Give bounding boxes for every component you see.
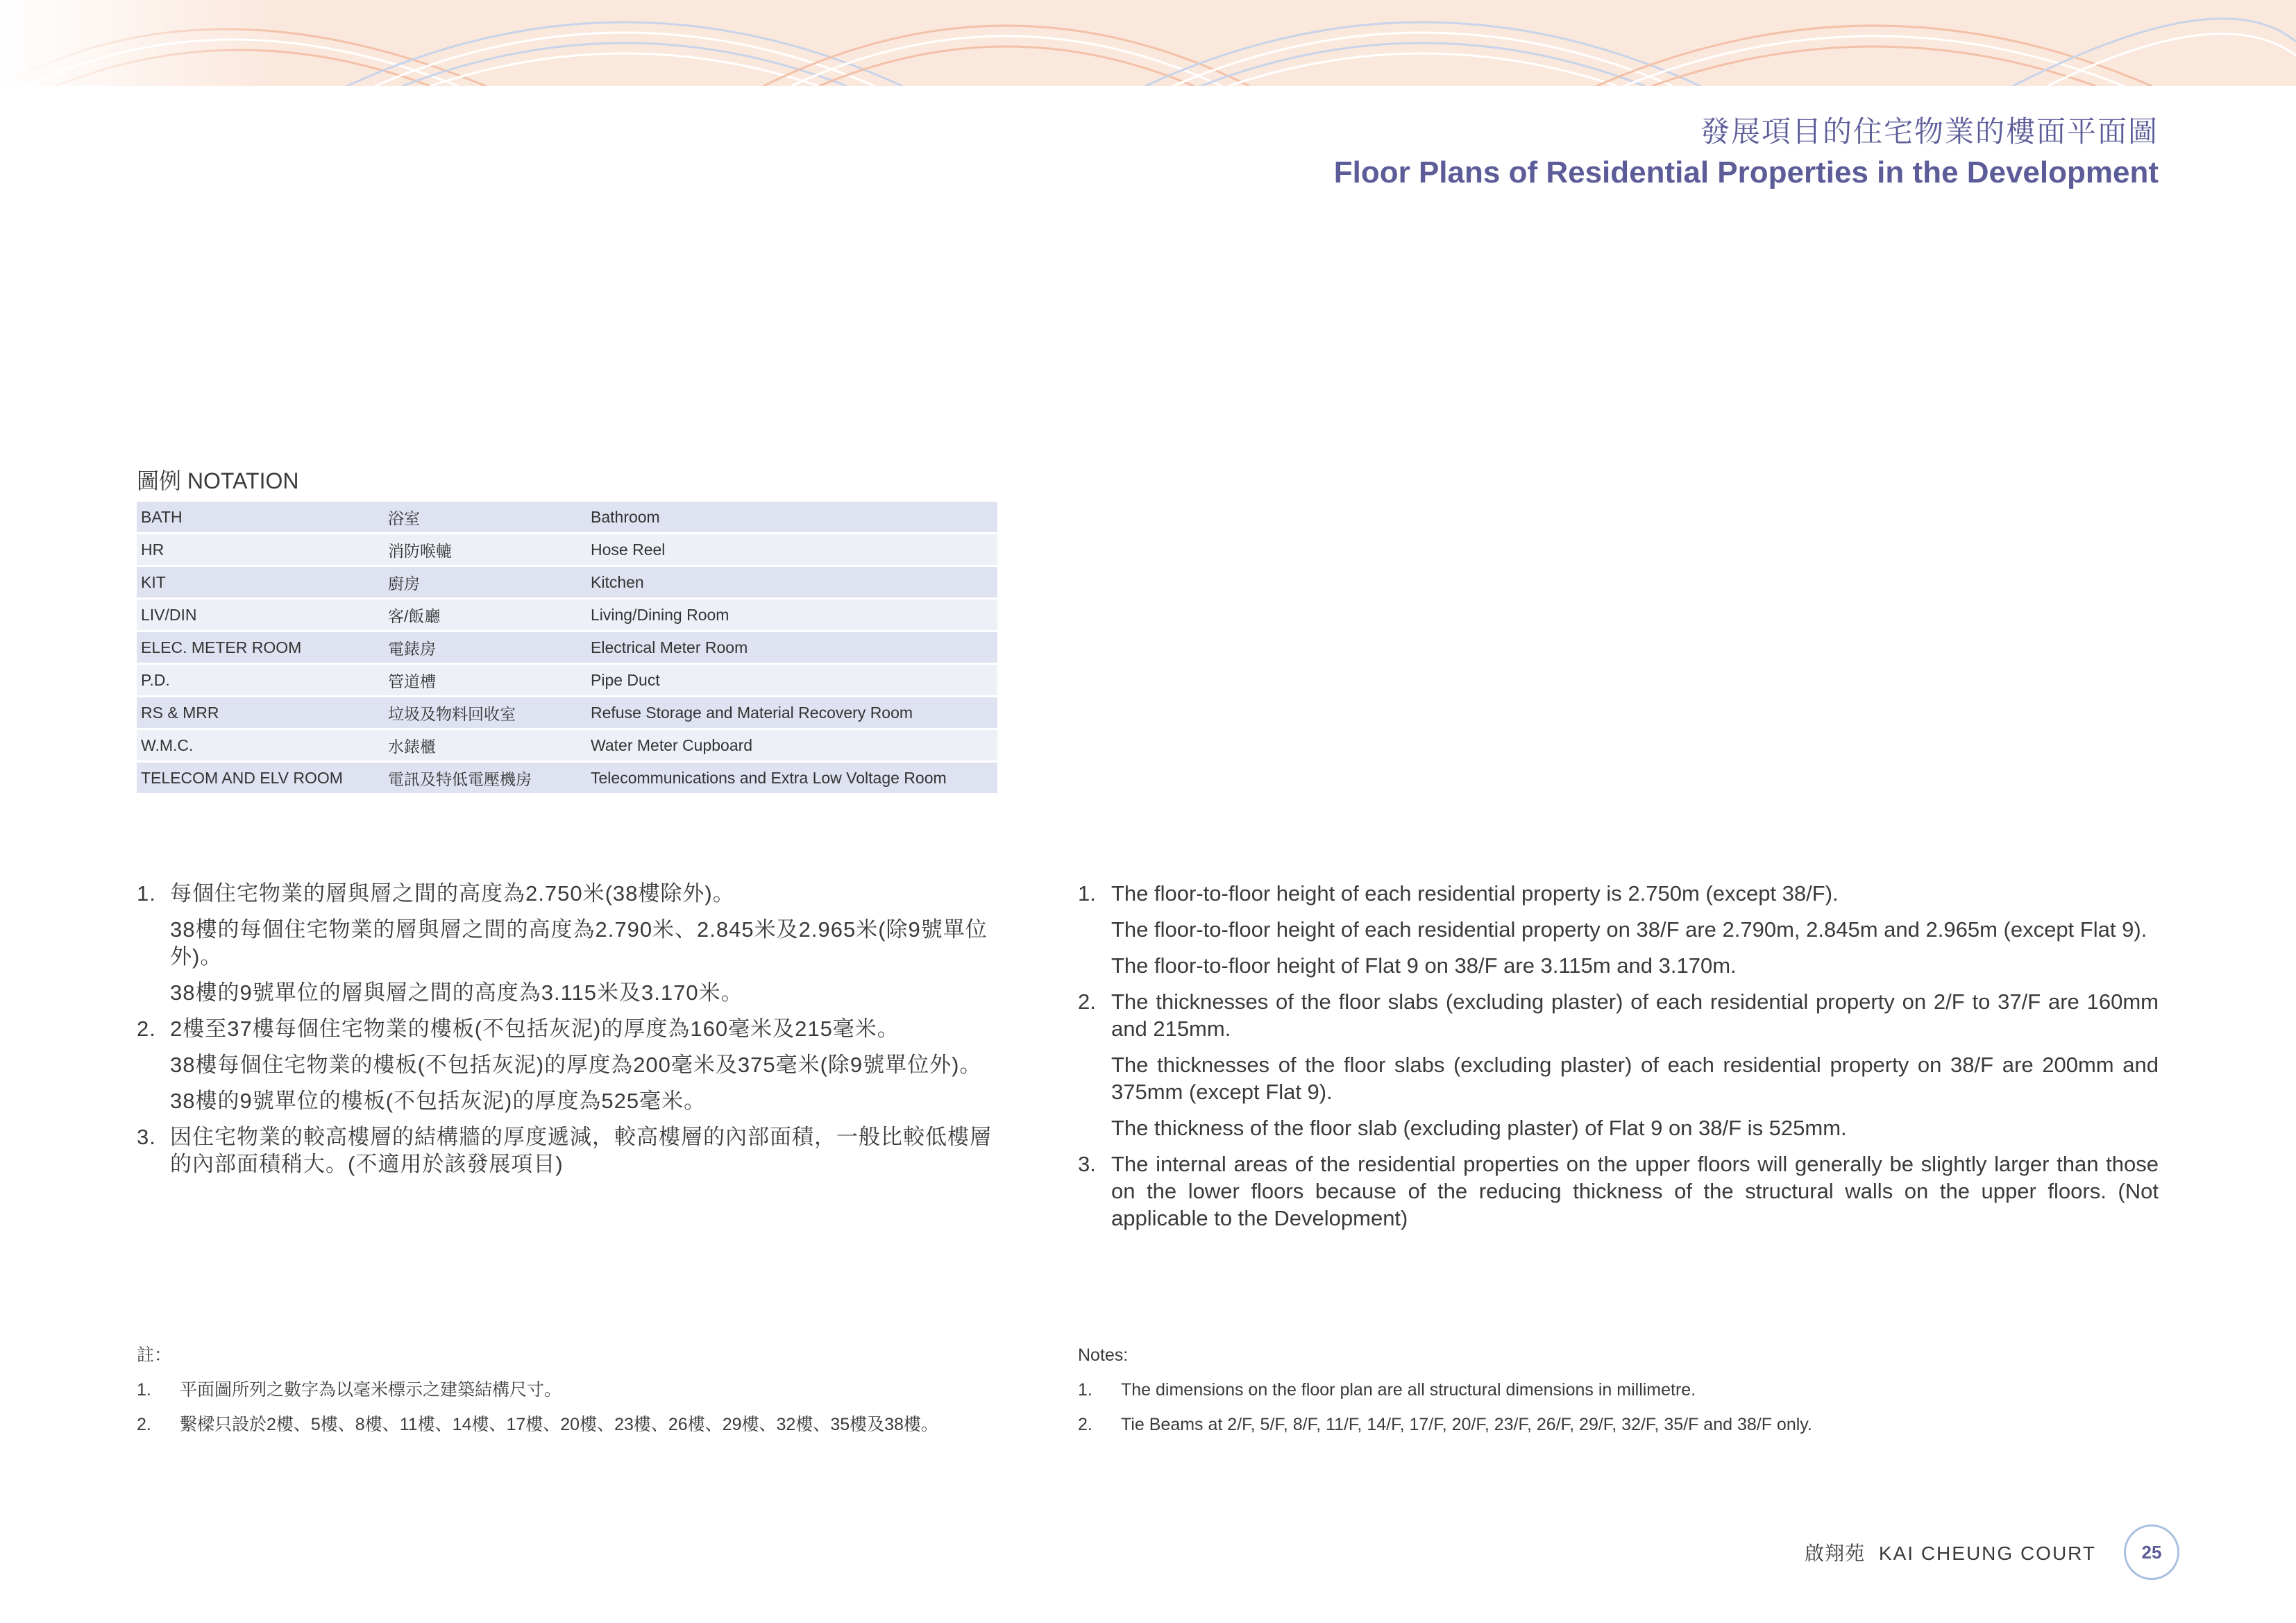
list-item — [137, 1015, 999, 1042]
note-item — [1078, 1414, 2161, 1435]
notation-abbr: ELEC. METER ROOM — [137, 632, 384, 663]
note-item — [137, 1414, 1011, 1435]
notes-zh — [137, 1345, 1011, 1449]
page-title-zh: 發展項目的住宅物業的樓面平面圖 — [1700, 115, 2159, 148]
item-subtext: 38樓每個住宅物業的樓板(不包括灰泥)的厚度為200毫米及375毫米(除9號單位外)。 — [170, 1053, 982, 1077]
notation-abbr: KIT — [137, 567, 384, 597]
notation-en: Electrical Meter Room — [586, 632, 997, 663]
item-text: 2樓至37樓每個住宅物業的樓板(不包括灰泥)的厚度為160毫米及215毫米。 — [170, 1017, 900, 1041]
item-text: The internal areas of the residential properties on the upper floors will generally be slightly larger than those on the lower floors because of the reducing thickness of the structural walls on the upper floors. (Not applicable to the Development) — [1111, 1152, 2159, 1230]
item-number: 1. — [1078, 881, 1096, 906]
table-row — [137, 665, 997, 695]
note-number: 2. — [137, 1415, 151, 1434]
table-row — [137, 763, 997, 793]
note-number: 1. — [137, 1380, 151, 1400]
notation-zh: 浴室 — [384, 502, 586, 532]
table-row — [137, 502, 997, 532]
notation-zh: 電訊及特低電壓機房 — [384, 763, 586, 793]
notation-abbr: LIV/DIN — [137, 600, 384, 630]
item-text: The thicknesses of the floor slabs (excluding plaster) of each residential property on 2/F to 37/F are 160mm and 215mm. — [1111, 989, 2159, 1041]
item-subtext: 38樓的9號單位的樓板(不包括灰泥)的厚度為525毫米。 — [170, 1089, 707, 1113]
notes-title: 註： — [137, 1345, 172, 1365]
table-row — [137, 567, 997, 597]
note-text: 平面圖所列之數字為以毫米標示之建築結構尺寸。 — [180, 1380, 562, 1400]
item-text: 因住宅物業的較高樓層的結構牆的厚度遞減，較高樓層的內部面積，一般比較低樓層的內部面積稍大。(不適用於該發展項目) — [170, 1125, 992, 1176]
notation-en: Bathroom — [586, 502, 997, 532]
notation-zh: 客/飯廳 — [384, 600, 586, 630]
table-row — [137, 632, 997, 663]
list-item — [137, 1123, 999, 1178]
page-title-en: Floor Plans of Residential Properties in the Development — [1333, 155, 2159, 189]
item-number: 1. — [137, 881, 156, 906]
note-text: The dimensions on the floor plan are all structural dimensions in millimetre. — [1121, 1380, 1696, 1400]
notation-table — [137, 500, 997, 795]
page-number: 25 — [2124, 1524, 2179, 1580]
note-number: 1. — [1078, 1380, 1092, 1400]
notation-abbr: RS & MRR — [137, 697, 384, 728]
notation-zh: 垃圾及物料回收室 — [384, 697, 586, 728]
notation-en: Telecommunications and Extra Low Voltage Room — [586, 763, 997, 793]
table-row — [137, 534, 997, 565]
notation-zh: 水錶櫃 — [384, 730, 586, 760]
notation-en: Water Meter Cupboard — [586, 730, 997, 760]
item-number: 2. — [137, 1017, 156, 1041]
development-name-en: KAI CHEUNG COURT — [1878, 1543, 2096, 1564]
item-number: 3. — [137, 1125, 156, 1149]
page-title-block — [1334, 112, 2159, 194]
item-text: The floor-to-floor height of each residential property is 2.750m (except 38/F). — [1111, 881, 1839, 906]
item-text: 每個住宅物業的層與層之間的高度為2.750米(38樓除外)。 — [170, 881, 735, 906]
content-en — [1078, 880, 2159, 1241]
notes-title: Notes: — [1078, 1345, 1129, 1365]
item-subtext: The floor-to-floor height of Flat 9 on 38/F are 3.115m and 3.170m. — [1111, 953, 1737, 978]
notation-abbr: P.D. — [137, 665, 384, 695]
item-subtext: The thickness of the floor slab (excluding plaster) of Flat 9 on 38/F is 525mm. — [1111, 1116, 1847, 1140]
notation-en: Kitchen — [586, 567, 997, 597]
notation-abbr: HR — [137, 534, 384, 565]
notation-en: Living/Dining Room — [586, 600, 997, 630]
notation-en: Hose Reel — [586, 534, 997, 565]
notation-zh: 廚房 — [384, 567, 586, 597]
table-row — [137, 730, 997, 760]
development-name — [1805, 1538, 2096, 1566]
note-item — [137, 1379, 1011, 1400]
content-zh — [137, 880, 999, 1187]
item-subtext: 38樓的9號單位的層與層之間的高度為3.115米及3.170米。 — [170, 980, 743, 1005]
notation-en: Refuse Storage and Material Recovery Room — [586, 697, 997, 728]
note-text: 繫樑只設於2樓、5樓、8樓、11樓、14樓、17樓、20樓、23樓、26樓、29樓、32樓、35樓及38樓。 — [180, 1415, 938, 1434]
note-text: Tie Beams at 2/F, 5/F, 8/F, 11/F, 14/F, 17/F, 20/F, 23/F, 26/F, 29/F, 32/F, 35/F and 38/F only. — [1121, 1415, 1812, 1434]
notation-title: 圖例 NOTATION — [137, 468, 299, 493]
list-item — [137, 880, 999, 907]
note-item — [1078, 1379, 2161, 1400]
item-subtext: The floor-to-floor height of each residential property on 38/F are 2.790m, 2.845m and 2.965m (except Flat 9). — [1111, 917, 2147, 942]
note-number: 2. — [1078, 1415, 1092, 1434]
wave-banner-decoration — [0, 0, 2296, 86]
notation-abbr: BATH — [137, 502, 384, 532]
notation-zh: 管道槽 — [384, 665, 586, 695]
item-number: 3. — [1078, 1152, 1096, 1176]
list-item — [1078, 880, 2159, 907]
notation-abbr: TELECOM AND ELV ROOM — [137, 763, 384, 793]
list-item — [1078, 988, 2159, 1042]
table-row — [137, 697, 997, 728]
notation-abbr: W.M.C. — [137, 730, 384, 760]
notation-en: Pipe Duct — [586, 665, 997, 695]
development-name-zh: 啟翔苑 — [1805, 1543, 1866, 1564]
item-subtext: 38樓的每個住宅物業的層與層之間的高度為2.790米、2.845米及2.965米(除9號單位外)。 — [170, 917, 988, 969]
list-item — [1078, 1150, 2159, 1232]
notation-zh: 電錶房 — [384, 632, 586, 663]
page-footer — [1805, 1524, 2179, 1580]
item-subtext: The thicknesses of the floor slabs (excluding plaster) of each residential property on 38/F are 200mm and 375mm (except Flat 9). — [1111, 1053, 2159, 1104]
table-row — [137, 600, 997, 630]
notation-zh: 消防喉轆 — [384, 534, 586, 565]
item-number: 2. — [1078, 989, 1096, 1014]
notes-en — [1078, 1345, 2161, 1449]
